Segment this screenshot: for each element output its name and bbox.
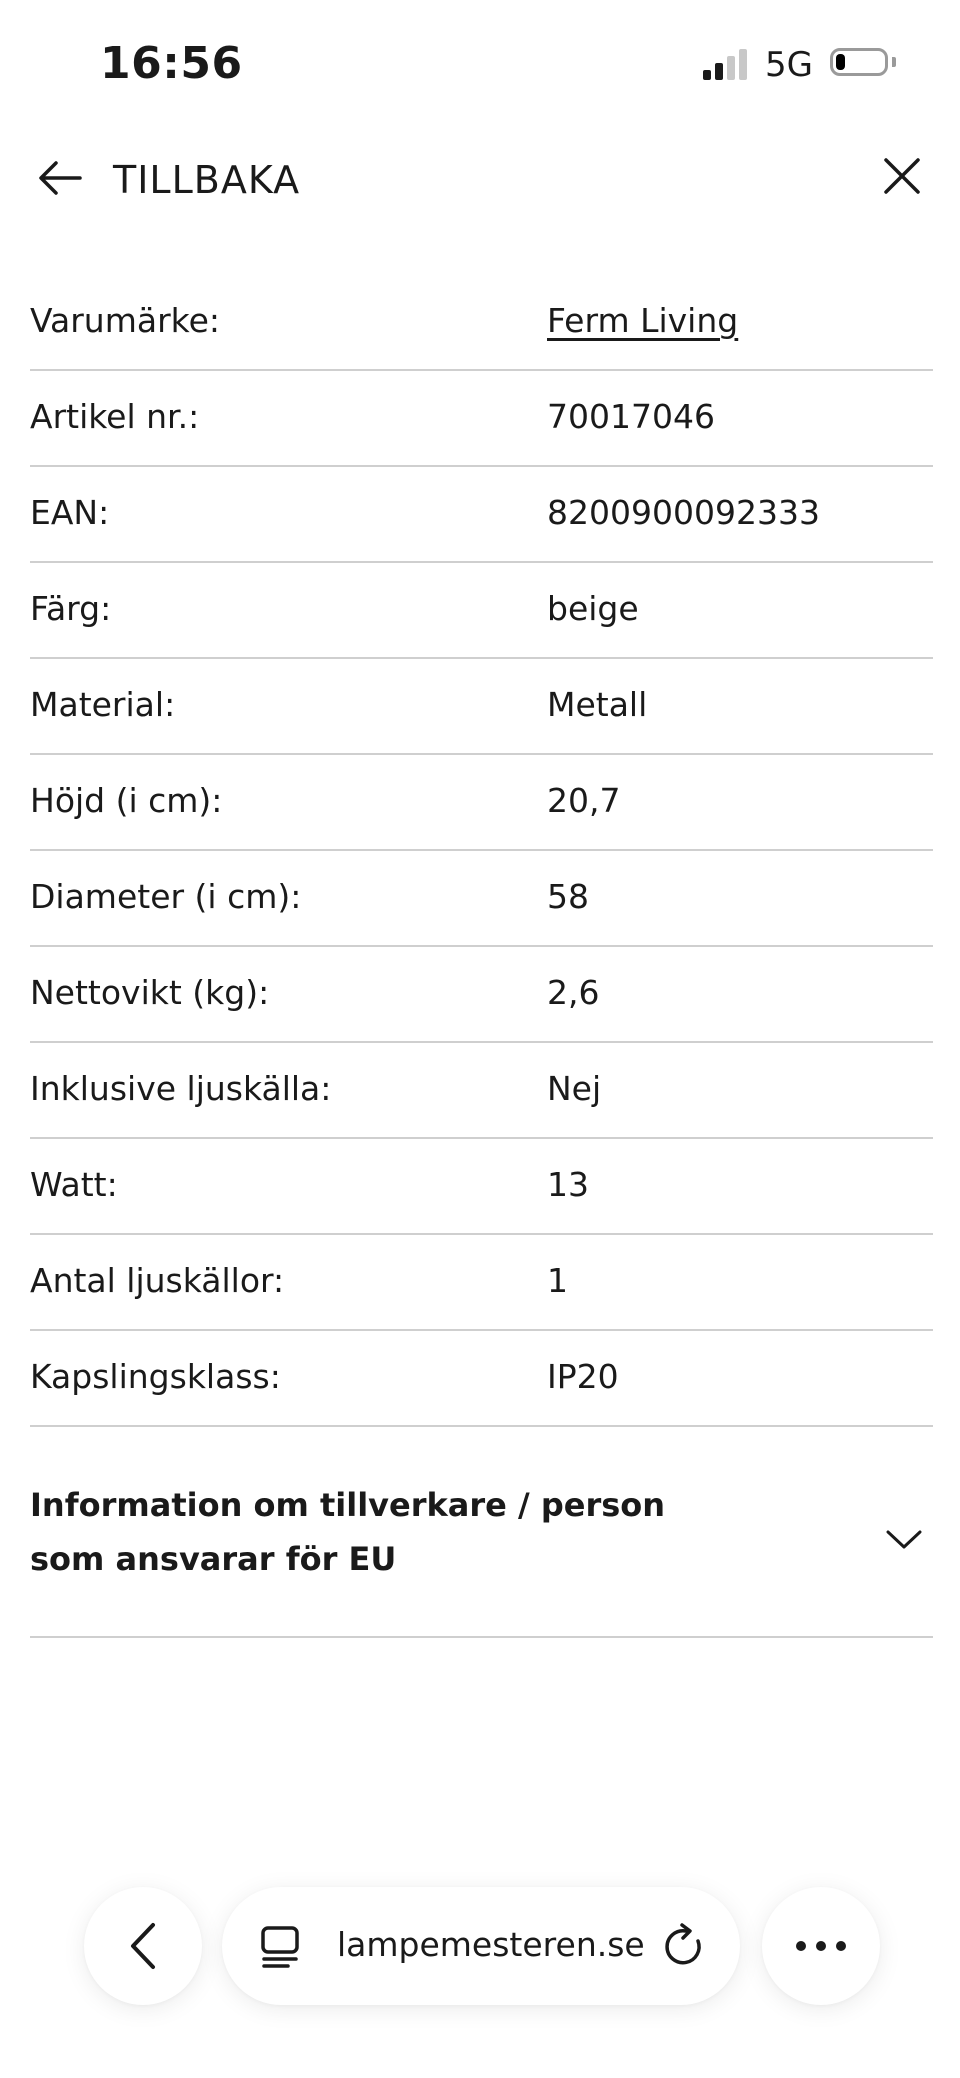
signal-bar [727, 56, 735, 80]
back-link[interactable]: TILLBAKA [113, 158, 301, 202]
spec-value: 70017046 [547, 397, 715, 436]
page-header [0, 140, 960, 220]
spec-label: Material: [30, 685, 176, 724]
spec-label: Nettovikt (kg): [30, 973, 270, 1012]
signal-icon [703, 48, 751, 80]
spec-list [30, 275, 933, 1427]
network-label: 5G [765, 45, 813, 85]
spec-label: Färg: [30, 589, 112, 628]
address-bar[interactable] [222, 1887, 740, 2005]
brand-link[interactable]: Ferm Living [547, 301, 739, 340]
spec-row [30, 947, 933, 1043]
status-bar [0, 0, 960, 120]
spec-row [30, 467, 933, 563]
spec-label: Diameter (i cm): [30, 877, 302, 916]
spec-value: Nej [547, 1069, 602, 1108]
spec-label: Watt: [30, 1165, 118, 1204]
signal-bar [739, 49, 747, 80]
browser-toolbar [0, 1860, 960, 2000]
spec-row [30, 371, 933, 467]
spec-row [30, 563, 933, 659]
spec-row [30, 755, 933, 851]
spec-value: beige [547, 589, 639, 628]
spec-value: 58 [547, 877, 589, 916]
spec-value: 8200900092333 [547, 493, 820, 532]
url-text: lampemesteren.se [337, 1925, 645, 1964]
chevron-left-icon [128, 1921, 158, 1971]
spec-value: 20,7 [547, 781, 621, 820]
spec-label: Kapslingsklass: [30, 1357, 281, 1396]
spec-row [30, 851, 933, 947]
manufacturer-info-accordion[interactable] [30, 1428, 933, 1638]
spec-row [30, 1139, 933, 1235]
signal-bar [703, 70, 711, 80]
chevron-down-icon [885, 1528, 923, 1552]
more-icon [795, 1940, 847, 1952]
spec-label: Inklusive ljuskälla: [30, 1069, 332, 1108]
spec-row [30, 1331, 933, 1427]
reload-icon[interactable] [662, 1923, 706, 1969]
battery-fill [836, 54, 845, 70]
spec-label: Varumärke: [30, 301, 221, 340]
spec-label: Höjd (i cm): [30, 781, 223, 820]
spec-value: IP20 [547, 1357, 619, 1396]
spec-row [30, 1235, 933, 1331]
accordion-title: Information om tillverkare / person som ansvarar för EU [30, 1486, 666, 1578]
tabs-icon[interactable] [260, 1925, 300, 1969]
spec-value: 1 [547, 1261, 568, 1300]
more-button[interactable] [762, 1887, 880, 2005]
signal-bar [715, 63, 723, 80]
battery-tip [892, 57, 896, 67]
spec-label: EAN: [30, 493, 110, 532]
spec-label: Antal ljuskällor: [30, 1261, 285, 1300]
spec-value: Metall [547, 685, 648, 724]
spec-row [30, 659, 933, 755]
spec-row [30, 275, 933, 371]
spec-value: 2,6 [547, 973, 600, 1012]
arrow-left-icon[interactable] [36, 158, 84, 198]
spec-label: Artikel nr.: [30, 397, 200, 436]
spec-row [30, 1043, 933, 1139]
spec-value: 13 [547, 1165, 589, 1204]
browser-back-button[interactable] [84, 1887, 202, 2005]
battery-icon [830, 48, 888, 76]
close-icon[interactable] [880, 154, 924, 198]
status-time: 16:56 [100, 38, 243, 89]
